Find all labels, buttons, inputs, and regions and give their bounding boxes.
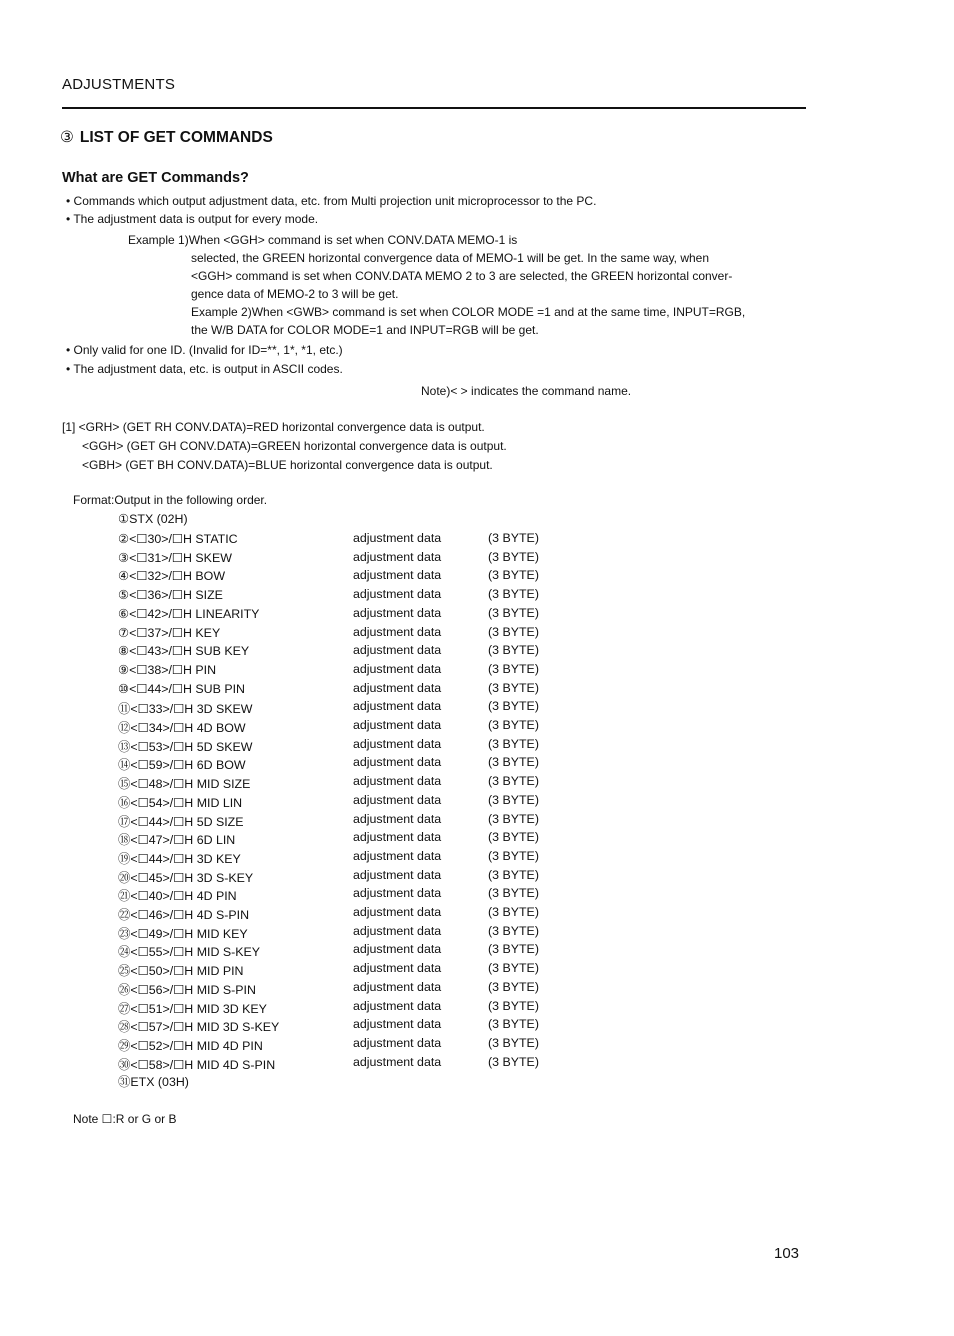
format-row-desc: adjustment data bbox=[353, 1035, 442, 1050]
format-row-name: ㉑<☐40>/☐H 4D PIN bbox=[118, 889, 237, 904]
format-row-name: ⑰<☐44>/☐H 5D SIZE bbox=[118, 814, 244, 829]
format-row-desc: adjustment data bbox=[353, 848, 442, 863]
format-row-desc: adjustment data bbox=[353, 736, 442, 751]
bullet-line: • The adjustment data, etc. is output in ASCII codes. bbox=[66, 362, 343, 376]
title-number: ③ bbox=[60, 129, 74, 146]
format-row-name: ⑮<☐48>/☐H MID SIZE bbox=[118, 777, 251, 792]
format-start: ①STX (02H) bbox=[118, 512, 188, 526]
format-row-name: ㉗<☐51>/☐H MID 3D KEY bbox=[118, 1001, 267, 1016]
format-row-name: ㉘<☐57>/☐H MID 3D S-KEY bbox=[118, 1020, 280, 1035]
format-row-name: ㉔<☐55>/☐H MID S-KEY bbox=[118, 945, 261, 960]
format-row-desc: adjustment data bbox=[353, 867, 442, 882]
format-row-size: (3 BYTE) bbox=[488, 848, 539, 863]
format-row-size: (3 BYTE) bbox=[488, 1054, 539, 1069]
format-row-size: (3 BYTE) bbox=[488, 830, 539, 845]
format-row-name: ㉓<☐49>/☐H MID KEY bbox=[118, 926, 248, 941]
format-row-desc: adjustment data bbox=[353, 1017, 442, 1032]
format-row-name: ㉚<☐58>/☐H MID 4D S-PIN bbox=[118, 1057, 276, 1072]
list-title bbox=[60, 128, 273, 147]
format-row-desc: adjustment data bbox=[353, 699, 442, 714]
format-row-size: (3 BYTE) bbox=[488, 1017, 539, 1032]
format-row-name: ㉒<☐46>/☐H 4D S-PIN bbox=[118, 908, 250, 922]
example-line: selected, the GREEN horizontal convergence data of MEMO-1 will be get. In the same way, when bbox=[191, 251, 710, 265]
format-row-desc: adjustment data bbox=[353, 998, 442, 1013]
format-row-name: ⑲<☐44>/☐H 3D KEY bbox=[118, 851, 241, 866]
format-row-name: ⑯<☐54>/☐H MID LIN bbox=[118, 795, 243, 810]
bullet-line: • Only valid for one ID. (Invalid for ID=**, 1*, *1, etc.) bbox=[66, 343, 343, 357]
format-row-size: (3 BYTE) bbox=[488, 905, 539, 919]
format-end: ㉛ETX (03H) bbox=[118, 1075, 189, 1089]
format-row-name: ④<☐32>/☐H BOW bbox=[118, 569, 226, 584]
format-row-desc: adjustment data bbox=[353, 886, 442, 901]
page-number: 103 bbox=[774, 1245, 800, 1262]
format-row-name: ⑪<☐33>/☐H 3D SKEW bbox=[118, 702, 253, 717]
format-row-size: (3 BYTE) bbox=[488, 867, 539, 882]
format-row-size: (3 BYTE) bbox=[488, 699, 539, 714]
format-row-name: ②<☐30>/☐H STATIC bbox=[118, 532, 238, 546]
format-row-desc: adjustment data bbox=[353, 774, 442, 789]
section-label: ADJUSTMENTS bbox=[62, 76, 176, 93]
format-row-desc: adjustment data bbox=[353, 811, 442, 826]
format-row-name: ⑨<☐38>/☐H PIN bbox=[118, 662, 217, 677]
format-row-size: (3 BYTE) bbox=[488, 811, 539, 826]
format-row-desc: adjustment data bbox=[353, 587, 442, 602]
format-row-name: ⑬<☐53>/☐H 5D SKEW bbox=[118, 739, 253, 754]
format-row-desc: adjustment data bbox=[353, 923, 442, 938]
format-row-desc: adjustment data bbox=[353, 961, 442, 976]
format-row-desc: adjustment data bbox=[353, 531, 442, 545]
example-line: <GGH> command is set when CONV.DATA MEMO 2 to 3 are selected, the GREEN horizontal conver- bbox=[191, 269, 733, 283]
format-row-desc: adjustment data bbox=[353, 979, 442, 994]
format-row-size: (3 BYTE) bbox=[488, 923, 539, 938]
format-row-size: (3 BYTE) bbox=[488, 942, 539, 957]
example-line: the W/B DATA for COLOR MODE=1 and INPUT=RGB will be get. bbox=[191, 323, 539, 337]
format-row-desc: adjustment data bbox=[353, 680, 442, 695]
format-row-size: (3 BYTE) bbox=[488, 605, 539, 620]
format-row-name: ㉖<☐56>/☐H MID S-PIN bbox=[118, 982, 256, 997]
format-row-name: ③<☐31>/☐H SKEW bbox=[118, 550, 232, 565]
format-row-name: ㉙<☐52>/☐H MID 4D PIN bbox=[118, 1038, 263, 1053]
example-line: Example 1)When <GGH> command is set when CONV.DATA MEMO-1 is bbox=[128, 233, 518, 247]
format-row-size: (3 BYTE) bbox=[488, 568, 539, 583]
format-row-desc: adjustment data bbox=[353, 718, 442, 732]
format-row-size: (3 BYTE) bbox=[488, 1035, 539, 1050]
format-row-desc: adjustment data bbox=[353, 661, 442, 676]
example-line: gence data of MEMO-2 to 3 will be get. bbox=[191, 287, 399, 301]
bullet-line: • Commands which output adjustment data, etc. from Multi projection unit microprocessor to the PC. bbox=[66, 194, 597, 208]
format-row-desc: adjustment data bbox=[353, 549, 442, 564]
format-row-name: ⑩<☐44>/☐H SUB PIN bbox=[118, 681, 245, 696]
format-row-size: (3 BYTE) bbox=[488, 531, 539, 545]
format-row-name: ⑥<☐42>/☐H LINEARITY bbox=[118, 606, 260, 621]
header-rule bbox=[62, 107, 806, 109]
title-text: LIST OF GET COMMANDS bbox=[79, 129, 273, 146]
format-row-size: (3 BYTE) bbox=[488, 549, 539, 564]
format-row-size: (3 BYTE) bbox=[488, 961, 539, 976]
format-row-size: (3 BYTE) bbox=[488, 886, 539, 901]
format-row-size: (3 BYTE) bbox=[488, 979, 539, 994]
footnote: Note ☐:R or G or B bbox=[73, 1112, 177, 1126]
command-line: <GGH> (GET GH CONV.DATA)=GREEN horizontal convergence data is output. bbox=[82, 439, 507, 453]
command-name-note: Note)< > indicates the command name. bbox=[421, 384, 632, 398]
format-row-desc: adjustment data bbox=[353, 755, 442, 770]
format-row-size: (3 BYTE) bbox=[488, 624, 539, 639]
format-row-name: ⑧<☐43>/☐H SUB KEY bbox=[118, 644, 250, 659]
example-line: Example 2)When <GWB> command is set when COLOR MODE =1 and at the same time, INPUT=RGB, bbox=[191, 305, 746, 319]
bullet-line: • The adjustment data is output for every mode. bbox=[66, 212, 319, 226]
format-row-size: (3 BYTE) bbox=[488, 718, 539, 732]
format-row-name: ㉕<☐50>/☐H MID PIN bbox=[118, 964, 244, 979]
format-row-size: (3 BYTE) bbox=[488, 661, 539, 676]
format-row-name: ⑭<☐59>/☐H 6D BOW bbox=[118, 758, 246, 773]
format-row-name: ⑫<☐34>/☐H 4D BOW bbox=[118, 721, 246, 735]
format-label: Format:Output in the following order. bbox=[73, 493, 268, 507]
command-line: <GBH> (GET BH CONV.DATA)=BLUE horizontal convergence data is output. bbox=[82, 458, 493, 472]
format-row-desc: adjustment data bbox=[353, 624, 442, 639]
format-row-size: (3 BYTE) bbox=[488, 680, 539, 695]
format-row-name: ⑳<☐45>/☐H 3D S-KEY bbox=[118, 870, 254, 885]
format-row-desc: adjustment data bbox=[353, 905, 442, 919]
format-row-size: (3 BYTE) bbox=[488, 998, 539, 1013]
format-row-name: ⑱<☐47>/☐H 6D LIN bbox=[118, 833, 236, 848]
command-line: [1] <GRH> (GET RH CONV.DATA)=RED horizontal convergence data is output. bbox=[62, 420, 485, 434]
format-row-desc: adjustment data bbox=[353, 942, 442, 957]
format-row-desc: adjustment data bbox=[353, 605, 442, 620]
format-row-desc: adjustment data bbox=[353, 568, 442, 583]
format-row-size: (3 BYTE) bbox=[488, 755, 539, 770]
format-row-size: (3 BYTE) bbox=[488, 774, 539, 789]
format-row-size: (3 BYTE) bbox=[488, 792, 539, 807]
format-row-size: (3 BYTE) bbox=[488, 587, 539, 602]
format-row-desc: adjustment data bbox=[353, 830, 442, 845]
format-row-name: ⑤<☐36>/☐H SIZE bbox=[118, 588, 223, 603]
format-row-desc: adjustment data bbox=[353, 792, 442, 807]
format-row-size: (3 BYTE) bbox=[488, 643, 539, 658]
what-are-get-heading: What are GET Commands? bbox=[62, 170, 249, 186]
format-row-name: ⑦<☐37>/☐H KEY bbox=[118, 625, 221, 640]
format-row-size: (3 BYTE) bbox=[488, 736, 539, 751]
format-row-desc: adjustment data bbox=[353, 643, 442, 658]
format-row-desc: adjustment data bbox=[353, 1054, 442, 1069]
